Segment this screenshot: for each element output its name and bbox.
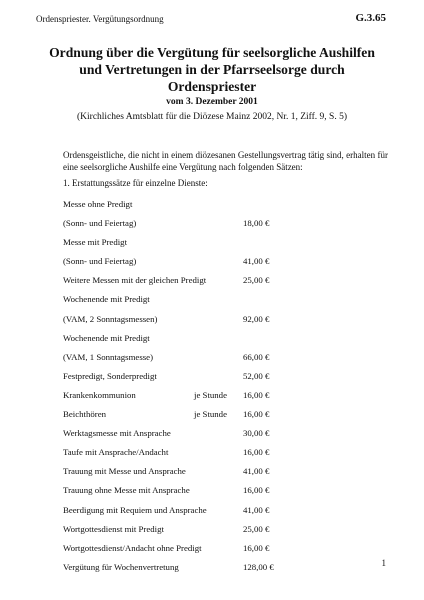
rate-amount: 41,00 € [243,504,270,515]
rate-unit: je Stunde [194,389,227,400]
rate-row [63,195,363,214]
rate-row [63,252,363,271]
rate-label: Festpredigt, Sonderpredigt [63,370,157,381]
rate-unit: je Stunde [194,409,227,420]
rate-row [63,501,363,520]
rate-label: Beerdigung mit Requiem und Ansprache [63,504,207,515]
rate-label: Wochenende mit Predigt [63,332,150,343]
rate-amount: 16,00 € [243,409,270,420]
rate-label: Weitere Messen mit der gleichen Predigt [63,275,207,286]
document-date: vom 3. Dezember 2001 [166,97,258,107]
rate-row [63,558,363,577]
rate-row [63,405,363,424]
rate-label: Krankenkommunion [63,389,136,400]
rate-amount: 52,00 € [243,370,270,381]
running-header-title: Ordenspriester. Vergütungsordnung [36,14,164,24]
rate-amount: 41,00 € [243,466,270,477]
rate-row [63,481,363,500]
rate-amount: 16,00 € [243,542,270,553]
rate-row [63,539,363,558]
rate-amount: 25,00 € [243,275,270,286]
rate-amount: 18,00 € [243,218,270,229]
rate-amount: 92,00 € [243,313,270,324]
document-source: (Kirchliches Amtsblatt für die Diözese Mainz 2002, Nr. 1, Ziff. 9, S. 5) [77,112,347,122]
page-number: 1 [381,558,386,568]
section-heading: 1. Erstattungssätze für einzelne Dienste: [63,178,208,188]
rate-label: Wortgottesdienst/Andacht ohne Predigt [63,542,202,553]
rate-row [63,348,363,367]
rate-row [63,290,363,309]
rate-amount: 16,00 € [243,447,270,458]
rate-label: Beichthören [63,409,106,420]
rate-amount: 16,00 € [243,389,270,400]
rate-row [63,367,363,386]
rate-row [63,271,363,290]
rate-amount: 25,00 € [243,523,270,534]
rate-label: Trauung mit Messe und Ansprache [63,466,186,477]
rate-row [63,520,363,539]
rate-row [63,462,363,481]
rate-amount: 41,00 € [243,256,270,267]
rate-row [63,386,363,405]
rate-label: Messe mit Predigt [63,237,128,248]
rate-label: (Sonn- und Feiertag) [63,218,137,229]
rate-amount: 128,00 € [243,561,274,572]
rate-label: Werktagsmesse mit Ansprache [63,428,171,439]
rate-row [63,443,363,462]
rate-label: Messe ohne Predigt [63,199,133,209]
intro-paragraph: Ordensgeistliche, die nicht in einem diözesanen Gestellungsvertrag tätig sind, erhalten für eine seelsorgliche Aushilfe eine Vergütung nach folgenden Sätzen: [63,150,388,172]
rate-label: (VAM, 2 Sonntagsmessen) [63,313,158,324]
running-header-code: G.3.65 [355,12,386,24]
rate-amount: 16,00 € [243,485,270,496]
rate-amount: 66,00 € [243,351,270,362]
rate-row [63,214,363,233]
rate-label: (Sonn- und Feiertag) [63,256,137,267]
rate-row [63,310,363,329]
rate-label: (VAM, 1 Sonntagsmesse) [63,351,154,362]
rate-label: Wochenende mit Predigt [63,294,150,305]
rate-row [63,233,363,252]
rate-row [63,329,363,348]
rate-row [63,424,363,443]
rates-table [63,195,363,577]
rate-amount: 30,00 € [243,428,270,439]
rate-label: Wortgottesdienst mit Predigt [63,523,164,534]
document-title: Ordnung über die Vergütung für seelsorgliche Aushilfen und Vertretungen in der Pfarrseelsorge durch Ordenspriester [49,45,375,94]
rate-label: Vergütung für Wochenvertretung [63,561,179,572]
rate-label: Taufe mit Ansprache/Andacht [63,447,169,458]
rate-label: Trauung ohne Messe mit Ansprache [63,485,190,496]
